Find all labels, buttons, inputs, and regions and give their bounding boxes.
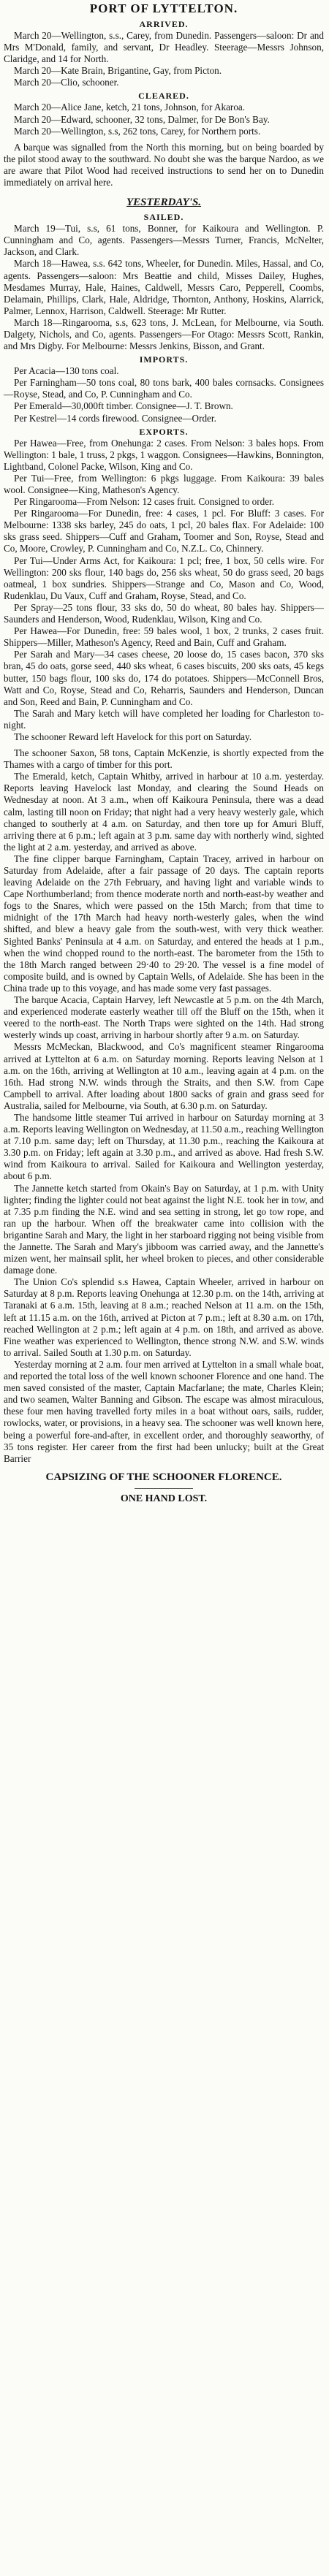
section-heading-cleared: CLEARED.: [138, 91, 189, 102]
paragraph: Per Sarah and Mary—34 cases cheese, 20 loose do, 15 cases bacon, 370 sks bran, 45 do oats, gorse seed, 440 sks wheat, 6 cases biscuits, 200 sks oats, 45 kegs butter, 150 bags flour, 100 sks do, 174 do potatoes. Shippers—McConnell Bros, Watt and Co, Royse, Stead and Co, Reharris, Saunders and Henderson, Duncan and Son, Reed and Bain, P. Cunningham and Co.: [4, 649, 324, 707]
article-heading-florence: CAPSIZING OF THE SCHOONER FLORENCE.: [45, 1471, 282, 1483]
paragraph: The Sarah and Mary ketch will have completed her loading for Charleston to-night.: [4, 707, 324, 731]
section-heading-imports: IMPORTS.: [139, 354, 189, 365]
masthead-heading: PORT OF LYTTELTON.: [89, 1, 238, 15]
paragraph: Per Hawea—Free, from Onehunga: 2 cases. From Nelson: 3 bales hops. From Wellington: 1 bale, 1 truss, 2 pkgs, 1 waggon. Consignees—Hawkins, Bonnington, Lightband, Colonel Packe, Wilson, King and Co.: [4, 437, 324, 472]
divider: [135, 1488, 193, 1489]
paragraph: Per Hawea—For Dunedin, free: 59 bales wool, 1 box, 2 trunks, 2 cases fruit. Shippers—Miller, Matheson's Agency, Reed and Bain, Cuff and Graham.: [4, 625, 324, 649]
paragraph: The Union Co's splendid s.s Hawea, Captain Wheeler, arrived in harbour on Saturday at 8 p.m. Reports leaving Onehunga at 12.30 p.m. on the 14th, arriving at Taranaki at 6 a.m. 15th, leaving at 8 a.m.; reached Nelson at 11 a.m. on the 15th, left at 11.15 a.m. on the 16th, arrived at Picton at 7 p.m.; left at 8.30 a.m. on 17th, reached Wellington at 2 p.m.; left again at 4 p.m. on 18th, and arrived as above. Fine weather was experienced to Wellington, thence strong N.W. and S.W. winds to arrival. Sailed South at 1.30 p.m. on Saturday.: [4, 1276, 324, 1358]
paragraph: Per Tui—Under Arms Act, for Kaikoura: 1 pcl; free, 1 box, 50 cells wire. For Wellington: 200 sks flour, 140 bags do, 256 sks wheat, 50 do grass seed, 20 bags oatmeal, 1 box sundries. Shippers—Strange and Co, Mason and Co, Wood, Rudenklau, Du Vaux, Cuff and Graham, Royse, Stead, and Co.: [4, 555, 324, 601]
paragraph: March 20—Kate Brain, Brigantine, Gay, from Picton.: [14, 65, 222, 77]
section-heading-arrived: ARRIVED.: [139, 19, 189, 29]
paragraph: March 20—Edward, schooner, 32 tons, Dalmer, for De Bon's Bay.: [14, 113, 270, 125]
paragraph: Per Emerald—30,000ft timber. Consignee—J. T. Brown.: [14, 400, 233, 412]
paragraph: The schooner Reward left Havelock for this port on Saturday.: [14, 731, 252, 742]
paragraph: March 18—Hawea, s.s. 642 tons, Wheeler, for Dunedin. Miles, Hassal, and Co, agents. Passengers—saloon: Mrs Beattie and child, Misses Dailey, Hughes, Mesdames Murray, Hale, Haines, Caldwell, Messrs Caro, Pepperell, Coombs, Delamain, Phillips, Clark, Hale, Aldridge, Thornton, Anthony, Hoskins, Alarrick, Palmer, Lennox, Harrison, Caldwell. Steerage: Mr Rutter.: [4, 258, 324, 316]
paragraph: The barque Acacia, Captain Harvey, left Newcastle at 5 p.m. on the 4th March, and experienced moderate easterly weather till off the Bluff on the 15th, when it veered to the north-east. The North Traps were sighted on the 14th. Had strong westerly winds up coast, arriving in harbour shortly after 9 a.m. on Saturday.: [4, 994, 324, 1041]
paragraph: Per Kestrel—14 cords firewood. Consignee—Order.: [14, 412, 216, 424]
paragraph: March 18—Ringarooma, s.s, 623 tons, J. McLean, for Melbourne, via South. Dalgety, Nichols, and Co, agents. Passengers—For Otago: Messrs Scott, Rankin, and Mrs Digby. For Melbourne: Messrs Jenkins, Bisson, and Grant.: [4, 316, 324, 352]
section-heading-sailed: SAILED.: [143, 212, 184, 223]
shipping-column: [4, 0, 324, 1508]
article-subheading: ONE HAND LOST.: [120, 1493, 208, 1504]
paragraph: The Jannette ketch started from Okain's Bay on Saturday, at 1 p.m. with Unity lighter; finding the lighter could not beat against the light N.E. took her in tow, and at 7.35 p.m finding the N.E. wind and sea setting in strong, let go tow rope, and ran up the harbour. When off the breakwater came into collision with the brigantine Sarah and Mary, the light in her starboard rigging not being visible from the Jannette. The Sarah and Mary's jibboom was carried away, and the Jannette's mizen went, her mainsail split, her wheel broken to pieces, and other considerable damage done.: [4, 1182, 324, 1276]
paragraph: Per Spray—25 tons flour, 33 sks do, 50 do wheat, 80 bales hay. Shippers—Saunders and Henderson, Wood, Rudenklau, Wilson, King and Co.: [4, 601, 324, 625]
paragraph: March 20—Clio, schooner.: [14, 77, 119, 88]
paragraph: Per Ringarooma—For Dunedin, free: 4 cases, 1 pcl. For Bluff: 3 cases. For Melbourne: 1338 sks barley, 245 do oats, 1 pcl, 20 bales flax. For Adelaide: 100 sks grass seed. Shippers—Cuff and Graham, Toomer and Son, Royse, Stead and Co, Moore, Crowley, P. Cunningham and Co, N.Z.L. Co, Chinnery.: [4, 508, 324, 555]
paragraph: March 20—Alice Jane, ketch, 21 tons, Johnson, for Akaroa.: [14, 102, 246, 113]
paragraph: The Emerald, ketch, Captain Whitby, arrived in harbour at 10 a.m. yesterday. Reports leaving Havelock last Monday, and clearing the Sound Heads on Wednesday at noon. At 3 a.m., when off Kaikoura Peninsula, there was a dead calm, lasting till noon on Friday; that night had a very heavy westerly gale, which changed to southerly at 4 a.m. on Saturday, and then tore up for Amuri Bluff, arriving there at 6 p.m.; left again at 3 p.m. same day with northerly wind, sighted the light at 2 a.m. yesterday, and arrived as above.: [4, 771, 324, 853]
paragraph: A barque was signalled from the North this morning, but on being boarded by the pilot stood away to the southward. No doubt she was the barque Nardoo, as we are aware that Pilot Wood had received instructions to send her on to Dunedin immediately on arrival here.: [4, 141, 324, 188]
paragraph: The handsome little steamer Tui arrived in harbour on Saturday morning at 3 a.m. Reports leaving Wellington on Wednesday, at 11.50 a.m., reaching Wellington at 7.10 p.m. same day; left on Thursday, at 11.30 p.m., reaching the Kaikoura at 3.30 p.m. on Friday; left again at 3.30 p.m., and arrived as above. Had fresh S.W. wind from Kaikoura to arrival. Sailed for Kaikoura and Wellington yesterday, about 6 p.m.: [4, 1111, 324, 1182]
paragraph: Per Acacia—130 tons coal.: [14, 365, 119, 377]
paragraph: March 20—Wellington, s.s., Carey, from Dunedin. Passengers—saloon: Dr and Mrs M'Donald, family, and servant, Dr Headley. Steerage—Messrs Johnson, Claridge, and 14 for North.: [4, 30, 324, 65]
section-heading-exports: EXPORTS.: [139, 426, 189, 437]
paragraph: Per Tui—Free, from Wellington: 6 pkgs luggage. From Kaikoura: 39 bales wool. Consignee—King, Matheson's Agency.: [4, 472, 324, 495]
section-heading-yesterdays: YESTERDAY'S.: [126, 197, 202, 209]
paragraph: March 19—Tui, s.s, 61 tons, Bonner, for Kaikoura and Wellington. P. Cunningham and Co, agents. Passengers—Messrs Turner, Francis, McNelter, Jackson, and Clark.: [4, 223, 324, 258]
paragraph: The schooner Saxon, 58 tons, Captain McKenzie, is shortly expected from the Thames with a cargo of timber for this port.: [4, 747, 324, 771]
paragraph: March 20—Wellington, s.s, 262 tons, Carey, for Northern ports.: [14, 125, 261, 137]
paragraph: Yesterday morning at 2 a.m. four men arrived at Lyttelton in a small whale boat, and reported the total loss of the well known schooner Florence and one hand. The men saved consisted of the master, Captain Macfarlane; the mate, Charles Klein; and two seamen, Walter Banning and Gibson. The escape was almost miraculous, these four men having travelled forty miles in a boat without oars, sails, rudder, rowlocks, water, or provisions, in a heavy sea. The schooner was well known here, being a powerful fore-and-after, in excellent order, and thoroughly seaworthy, of 35 tons register. Her career from the first had been unlucky; built at the Great Barrier: [4, 1358, 324, 1464]
paragraph: Messrs McMeckan, Blackwood, and Co's magnificent steamer Ringarooma arrived at Lyttelton at 6 a.m. on Saturday morning. Reports leaving Nelson at 1 a.m. on the 16th, arriving at Wellington at 10 a.m., leaving again at 4 p.m. on the 16th. Had strong N.W. winds through the Straits, and then S.W. from Cape Campbell to arrival. After loading about 1800 sacks of grain and grass seed for Australia, sailed for Melbourne, via South, at 6.30 p.m. on Saturday.: [4, 1041, 324, 1111]
paragraph: Per Farningham—50 tons coal, 80 tons bark, 400 bales cornsacks. Consignees—Royse, Stead, and Co, P. Cunningham and Co.: [4, 377, 324, 400]
paragraph: Per Ringarooma—From Nelson: 12 cases fruit. Consigned to order.: [14, 496, 275, 508]
paragraph: The fine clipper barque Farningham, Captain Tracey, arrived in harbour on Saturday from Adelaide, after a fair passage of 20 days. The captain reports leaving Adelaide on the 27th February, and having light and variable winds to Cape Northumberland; from thence moderate north and north-east-by weather and fogs to the Snares, which were passed on the 15th March; from that time to midnight of the 17th March had heavy north-westerly gales, when the wind shifted, and blew a heavy gale from the south-west, with very thick weather. Sighted Banks' Peninsula at 4 a.m. on Saturday, and entered the heads at 1 p.m., when the wind chopped round to the north-east. The barometer from the 15th to the 18th March ranged between 29·40 to 29·20. The vessel is a fine model of composite build, and is owned by Captain Wells, of Adelaide. She has been in the China trade up to this voyage, and has made some very fast passages.: [4, 853, 324, 994]
